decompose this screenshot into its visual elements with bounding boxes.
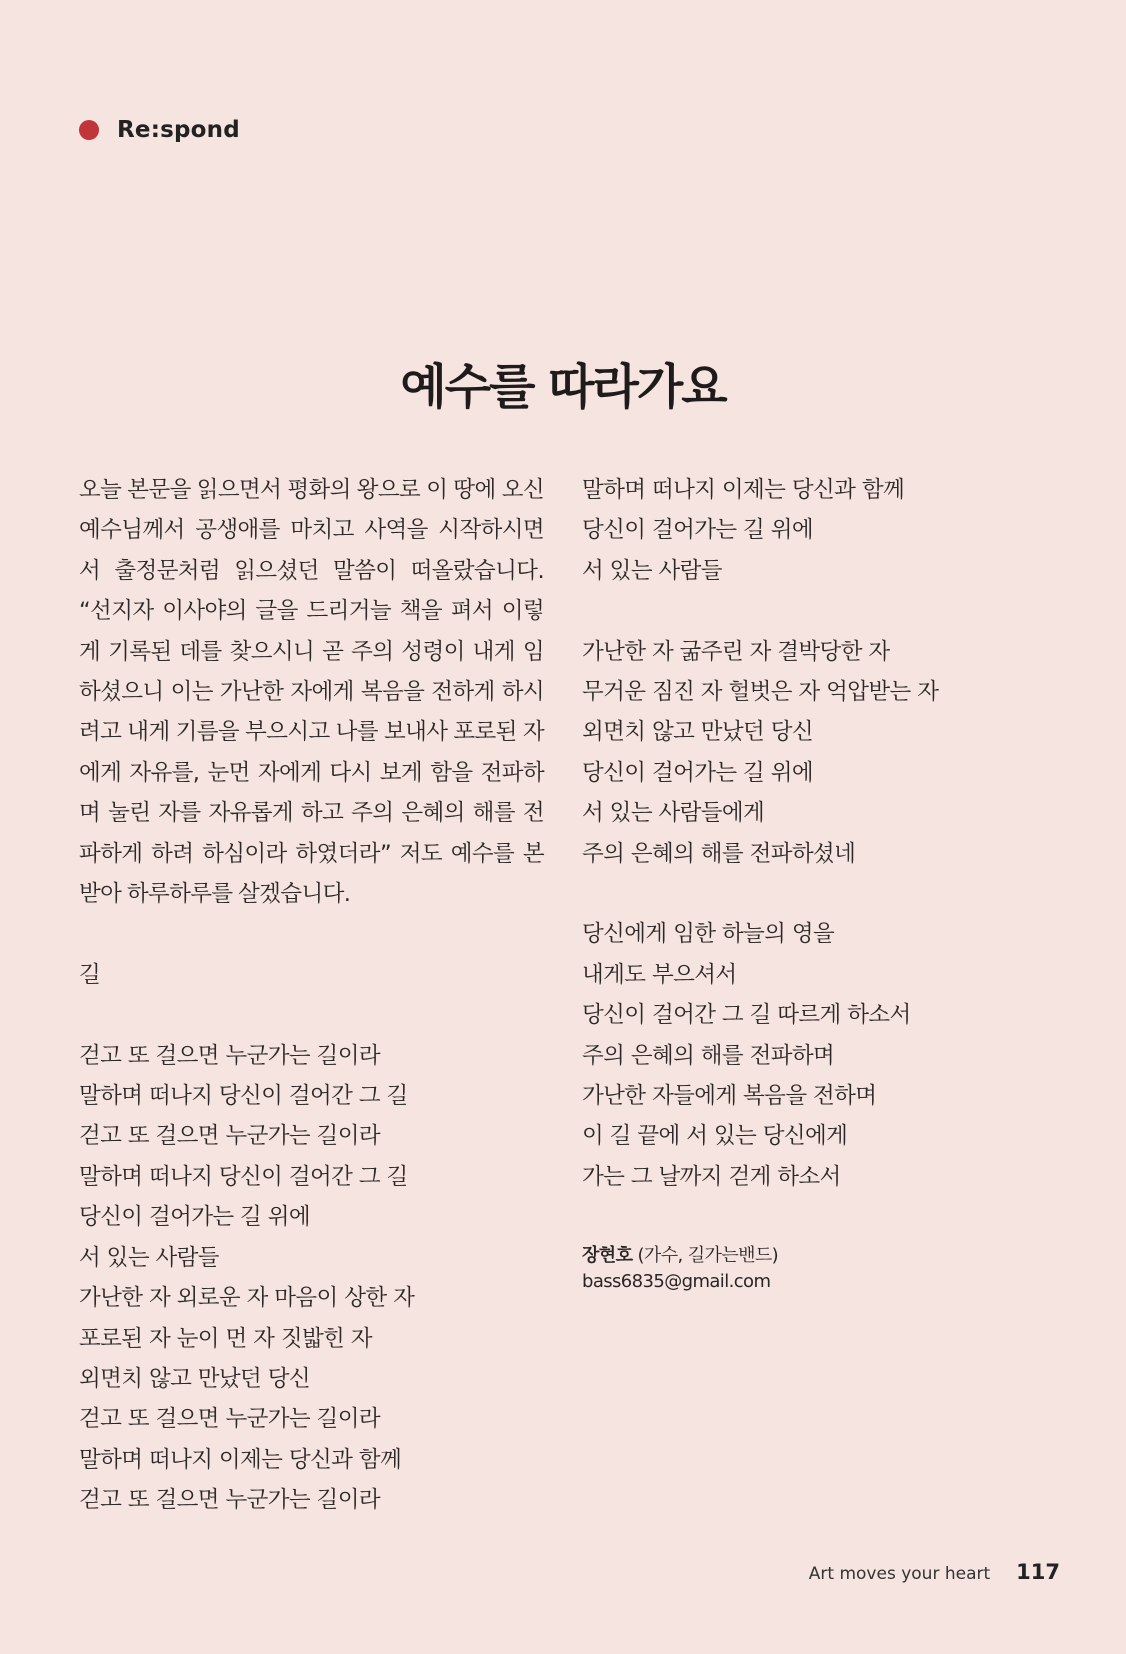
- author-name: 장현호: [582, 1245, 633, 1266]
- poem-line: 당신이 걸어가는 길 위에: [582, 517, 814, 544]
- poem-line: 당신이 걸어가는 길 위에: [79, 1204, 311, 1231]
- page-number: 117: [1016, 1560, 1060, 1584]
- poem-line: 말하며 떠나지 이제는 당신과 함께: [582, 477, 905, 503]
- body-paragraph: 오늘 본문을 읽으면서 평화의 왕으로 이 땅에 오신 예수님께서 공생애를 마치고 사역을 시작하시면서 출정문처럼 읽으셨던 말씀이 떠올랐습니다. “선지자 이사야의 글을 드리거늘 책을 펴서 이렇게 기록된 데를 찾으시니 곧 주의 성령이 내게 임하셨으니 이는 가난한 자에게 복음을 전하게 하시려고 내게 기름을 부으시고 나를 보내사 포로된 자에게 자유를, 눈먼 자에게 다시 보게 함을 전파하며 눌린 자를 자유롭게 하고 주의 은혜의 해를 전파하게 하려 하심이라 하였더라” 저도 예수를 본받아 하루하루를 살겠습니다.: [79, 477, 544, 908]
- poem-line: 당신에게 임한 하늘의 영을: [582, 921, 835, 948]
- page-footer: [809, 1560, 1060, 1584]
- poem-line: 서 있는 사람들: [582, 557, 722, 584]
- poem-line: 걷고 또 걸으면 누군가는 길이라: [79, 1042, 380, 1069]
- section-label-text: Re:spond: [117, 117, 240, 143]
- poem-line: 가난한 자 외로운 자 마음이 상한 자: [79, 1285, 415, 1312]
- left-column: [79, 470, 544, 1521]
- poem-line: 말하며 떠나지 당신이 걸어간 그 길: [79, 1163, 408, 1190]
- poem-line: 걷고 또 걸으면 누군가는 길이라: [79, 1406, 380, 1433]
- poem-line: 무거운 짐진 자 헐벗은 자 억압받는 자: [582, 679, 939, 706]
- poem-line: 가는 그 날까지 걷게 하소서: [582, 1163, 841, 1190]
- poem-line: 주의 은혜의 해를 전파하며: [582, 1042, 835, 1069]
- poem-line: 외면치 않고 만났던 당신: [79, 1365, 311, 1392]
- poem-title: 길: [79, 961, 101, 988]
- poem-line: 서 있는 사람들: [79, 1244, 219, 1271]
- poem-line: 말하며 떠나지 이제는 당신과 함께: [79, 1446, 402, 1473]
- poem-line: 걷고 또 걸으면 누군가는 길이라: [79, 1123, 380, 1150]
- author-role: (가수, 길가는밴드): [637, 1245, 779, 1266]
- author-credit: [582, 1243, 778, 1295]
- footer-tagline: Art moves your heart: [808, 1564, 991, 1584]
- poem-line: 포로된 자 눈이 먼 자 짓밟힌 자: [79, 1325, 372, 1352]
- right-column: [582, 470, 1062, 1197]
- poem-line: 당신이 걸어가는 길 위에: [582, 759, 814, 786]
- poem-line: 외면치 않고 만났던 당신: [582, 719, 814, 746]
- author-email: bass6835@gmail.com: [582, 1271, 771, 1292]
- poem-line: 주의 은혜의 해를 전파하셨네: [582, 840, 856, 867]
- poem-line: 걷고 또 걸으면 누군가는 길이라: [79, 1487, 380, 1514]
- page-title: 예수를 따라가요: [400, 359, 726, 415]
- poem-line: 이 길 끝에 서 있는 당신에게: [582, 1123, 848, 1150]
- poem-line: 서 있는 사람들에게: [582, 800, 765, 827]
- poem-line: 가난한 자 굶주린 자 결박당한 자: [582, 638, 890, 665]
- section-dot-icon: [79, 120, 99, 140]
- poem-line: 내게도 부으셔서: [582, 961, 737, 988]
- poem-line: 말하며 떠나지 당신이 걸어간 그 길: [79, 1083, 408, 1110]
- poem-line: 가난한 자들에게 복음을 전하며: [582, 1083, 877, 1110]
- section-label: [79, 113, 240, 147]
- poem-line: 당신이 걸어간 그 길 따르게 하소서: [582, 1002, 911, 1029]
